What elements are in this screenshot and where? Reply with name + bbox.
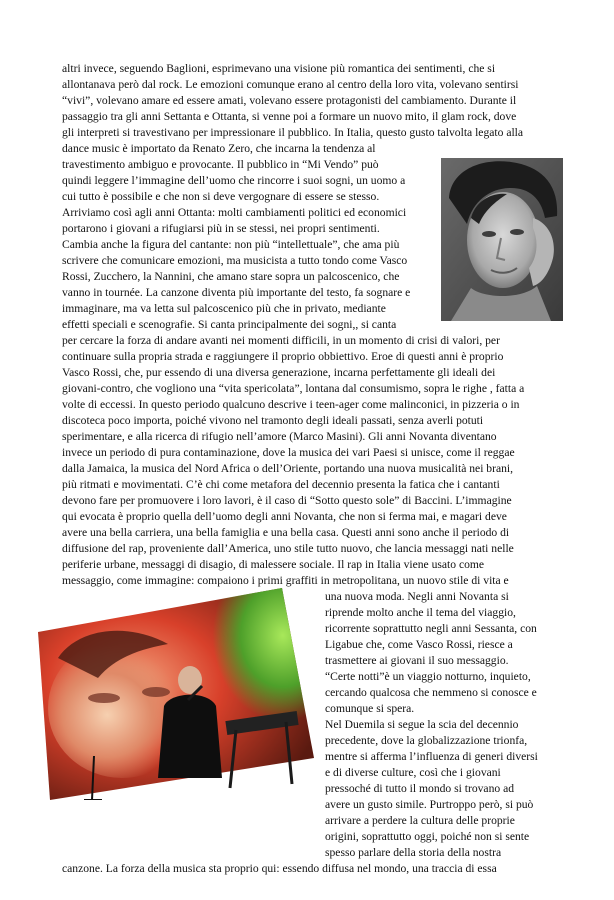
text-line: una nuova moda. Negli anni Novanta si (325, 590, 509, 603)
text-line: arrivare a perdere la cultura delle proprie (325, 814, 515, 827)
text-line: periferie urbane, messaggi di disagio, di malessere sociale. Il rap in Italia viene usato come (62, 558, 485, 571)
text-line: passaggio tra gli anni Settanta e Ottanta, si venne poi a formare un nuovo mito, il glam rock, dove (62, 110, 517, 123)
text-line: per cercare la forza di andare avanti nei momenti difficili, in un momento di crisi di valori, per (62, 334, 500, 347)
text-line: cercando qualcosa che nemmeno si conosce e (325, 686, 537, 699)
text-line: Rossi, Zucchero, la Nannini, che amano stare sopra un palcoscenico, che (62, 270, 400, 283)
text-line: dalla Jamaica, la musica del Nord Africa o dell’Oriente, portando una nuova musicalità nei brani, (62, 462, 514, 475)
text-line: continuare sulla propria strada e raggiungere il proprio obbiettivo. Eroe di questi anni è proprio (62, 350, 504, 363)
text-line: “vivi”, volevano amare ed essere amati, volevano essere protagonisti del cambiamento. Durante il (62, 94, 517, 107)
text-line: portarono i giovani a rifugiarsi più in se stessi, nei propri sentimenti. (62, 222, 380, 235)
text-line: scrivere che comunicare emozioni, ma musicista a tutto tondo come Vasco (62, 254, 408, 267)
text-line: travestimento ambiguo e provocante. Il pubblico in “Mi Vendo” può (62, 158, 379, 171)
text-line: qui evocata è proprio quella dell’uomo degli anni Novanta, che non si ferma mai, e magari deve (62, 510, 507, 523)
text-line: origini, soprattutto oggi, poiché non si sente (325, 830, 530, 843)
text-line: immaginare, ma va letta sul palcoscenico più che in privato, mediante (62, 302, 386, 315)
text-line: diffusione del rap, proveniente dall’America, uno stile tutto nuovo, che lancia messaggi nati nelle (62, 542, 514, 555)
text-line: invece un periodo di pura contaminazione, dove la musica dei vari Paesi si unisce, come il reggae (62, 446, 515, 459)
text-line: trasmettere ai giovani il suo messaggio. (325, 654, 509, 667)
text-line: dance music è importato da Renato Zero, che incarna la tendenza al (62, 142, 376, 155)
text-line: allontanava però dal rock. Le emozioni comunque erano al centro della loro vita, volevano sentirsi (62, 78, 519, 91)
text-line: Arriviamo così agli anni Ottanta: molti cambiamenti politici ed economici (62, 206, 407, 219)
text-line: devono fare per promuovere i loro lavori, è il caso di “Sotto questo sole” di Baccini. L’immagine (62, 494, 512, 507)
text-line: altri invece, seguendo Baglioni, esprimevano una visione più romantica dei sentimenti, che si (62, 62, 496, 75)
text-line: mentre si afferma l’influenza di generi diversi (325, 750, 538, 763)
text-line: giovani-contro, che vogliono una “vita spericolata”, lontana dal consumismo, sopra le righe , fatta a (62, 382, 525, 395)
text-line: avere un gusto simile. Purtroppo però, si può (325, 798, 534, 811)
text-line: avere una bella carriera, una bella famiglia e una bella casa. Questi anni sono anche il periodo di (62, 526, 510, 539)
text-line: volte di eccessi. In questo periodo qualcuno descrive i teen-ager come malinconici, in pizzeria o in (62, 398, 520, 411)
text-line: quindi leggere l’immagine dell’uomo che rincorre i suoi sogni, un uomo a (62, 174, 406, 187)
text-line: riprende molto anche il tema del viaggio, (325, 606, 516, 619)
text-line: comunque si spera. (325, 702, 415, 715)
text-line: Cambia anche la figura del cantante: non più “intellettuale”, che ama più (62, 238, 400, 251)
text-line: sperimentare, e alla ricerca di rifugio nell’amore (Marco Masini). Gli anni Novanta diventano (62, 430, 497, 443)
text-line: più ritmati e movimentati. C’è chi come metafora del decennio presenta la fatica che i cantanti (62, 478, 500, 491)
text-line: Ligabue che, come Vasco Rossi, riesce a (325, 638, 513, 651)
text-line: canzone. La forza della musica sta proprio qui: essendo diffusa nel mondo, una traccia di essa (62, 862, 497, 875)
text-line: pressoché di tutto il mondo si trovano ad (325, 782, 515, 795)
text-line: ricorrente soprattutto negli anni Sessanta, con (325, 622, 537, 635)
text-line: gli interpreti si travestivano per impressionare il pubblico. In Italia, questo gusto talvolta legato alla (62, 126, 524, 139)
text-line: spesso parlare della storia della nostra (325, 846, 502, 859)
portrait-photo (441, 158, 563, 321)
text-line: discoteca poco importa, poiché vivono nel tramonto degli ideali passati, senza averli potuti (62, 414, 484, 427)
text-line: Nel Duemila si segue la scia del decennio (325, 718, 519, 731)
text-line: cui tutto è possibile e che non si deve vergognare di essere se stesso. (62, 190, 380, 203)
text-line: Vasco Rossi, che, pur essendo di una diversa generazione, incarna perfettamente gli ideali dei (62, 366, 496, 379)
concert-photo (38, 588, 314, 800)
text-line: effetti speciali e scenografie. Si canta principalmente dei sogni,, si canta (62, 318, 397, 331)
text-line: e di diverse culture, così che i giovani (325, 766, 501, 779)
text-line: messaggio, come immagine: compaiono i primi graffiti in metropolitana, un nuovo stile di vita e (62, 574, 509, 587)
text-line: precedente, dove la globalizzazione trionfa, (325, 734, 528, 747)
text-line: vanno in tournée. La canzone diventa più importante del testo, fa sognare e (62, 286, 411, 299)
text-line: “Certe notti”è un viaggio notturno, inquieto, (325, 670, 531, 683)
